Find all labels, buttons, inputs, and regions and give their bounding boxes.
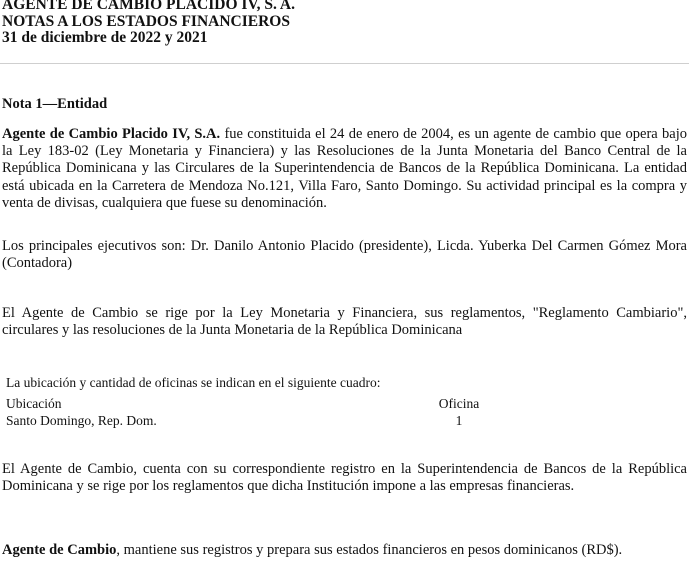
table-header-row [6, 395, 506, 413]
document-header [2, 0, 295, 47]
section-title: Nota 1—Entidad [2, 96, 108, 112]
table-row [6, 412, 506, 430]
paragraph-registration: El Agente de Cambio, cuenta con su correspondiente registro en la Superintendencia de Bancos de la República Dominicana y se rige por los reglamentos que dicha Institución impone a las empresas financieras. [2, 461, 687, 495]
paragraph-lead-agent: Agente de Cambio [2, 542, 117, 558]
report-date: 31 de diciembre de 2022 y 2021 [2, 29, 208, 46]
paragraph-currency [2, 542, 687, 559]
paragraph-text: , mantiene sus registros y prepara sus estados financieros en pesos dominicanos (RD$). [116, 542, 623, 558]
company-name: AGENTE DE CAMBIO PLACIDO IV, S. A. [2, 0, 295, 13]
paragraph-constitution [2, 126, 687, 212]
paragraph-lead-entity: Agente de Cambio Placido IV, S.A. [2, 126, 221, 142]
table-intro: La ubicación y cantidad de oficinas se indican en el siguiente cuadro: [6, 375, 381, 390]
cell-location: Santo Domingo, Rep. Dom. [6, 413, 157, 428]
header-divider [0, 63, 689, 64]
paragraph-text: fue constituida el 24 de enero de 2004, es un agente de cambio que opera bajo la Ley 183-02 (Ley Monetaria y Financiera) y las Resoluciones de la Junta Monetaria del Banco Central de la República Dominicana y las Circulares de la Superintendencia de Bancos de la República Dominicana. La entidad está ubicada en la Carretera de Mendoza No.121, Villa Faro, Santo Domingo. Su actividad principal es la compra y venta de divisas, cualquiera que fuese su denominación. [2, 126, 687, 211]
paragraph-regulation: El Agente de Cambio se rige por la Ley Monetaria y Financiera, sus reglamentos, "Reglamento Cambiario", circulares y las resoluciones de la Junta Monetaria de la República Dominicana [2, 305, 687, 339]
cell-office-count: 1 [455, 413, 463, 428]
paragraph-executives: Los principales ejecutivos son: Dr. Danilo Antonio Placido (presidente), Licda. Yuberka Del Carmen Gómez Mora (Contadora) [2, 238, 687, 272]
offices-table [6, 374, 506, 430]
column-header-location: Ubicación [6, 395, 62, 411]
column-header-office: Oficina [438, 395, 480, 411]
document-title: NOTAS A LOS ESTADOS FINANCIEROS [2, 12, 290, 30]
